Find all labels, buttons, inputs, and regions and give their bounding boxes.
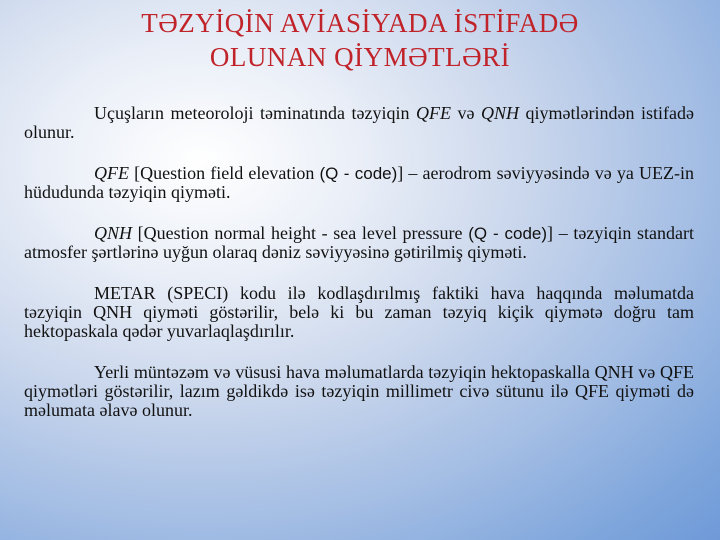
paragraph-qnh-definition (24, 224, 694, 262)
qfe-definition-text-1: [Question field elevation (129, 163, 320, 183)
qnh-definition-text-2: ] – təzyiqin standart atmosfer şərtlərinə uyğun olaraq dəniz səviyyəsinə gətirilmiş qiyməti. (24, 223, 694, 262)
paragraph-usage-text-2: və (450, 103, 481, 123)
metar-text: METAR (SPECI) kodu ilə kodlaşdırılmış faktiki hava haqqında məlumatda təzyiqin QNH qiyməti göstərilir, belə ki bu zaman təzyiq kiçik qiymətə doğru tam hektopaskala qədər yuvarlaqlaşdırılır. (24, 283, 694, 341)
slide-title (0, 6, 720, 74)
qfe-q-code: (Q - code) (319, 164, 398, 183)
slide-body (24, 104, 694, 442)
qfe-term: QFE (94, 163, 129, 183)
slide-title-line-2: OLUNAN QİYMƏTLƏRİ (209, 42, 511, 72)
term-qfe: QFE (415, 103, 451, 123)
slide-title-line-1: TƏZYİQİN AVİASİYADA İSTİFADƏ (141, 8, 579, 38)
paragraph-usage (24, 104, 694, 142)
paragraph-metar (24, 284, 694, 341)
paragraph-usage-text-3: qiymətlərindən istifadə olunur. (24, 103, 694, 142)
local-reports-text: Yerli müntəzəm və vüsusi hava məlumatlarda təzyiqin hektopaskalla QNH və QFE qiymətləri göstərilir, lazım gəldikdə isə təzyiqin millimetr civə sütunu ilə QFE qiyməti də məlumata əlavə olunur. (24, 362, 694, 420)
paragraph-usage-text-1: Uçuşların meteoroloji təminatında təzyiqin (94, 103, 416, 123)
qnh-q-code: (Q - code) (468, 224, 548, 243)
paragraph-local-reports (24, 363, 694, 420)
qnh-definition-text-1: [Question normal height - sea level pressure (132, 223, 469, 243)
qnh-term: QNH (94, 223, 133, 243)
qfe-definition-text-2: ] – aerodrom səviyyəsində və ya UEZ-in hüdudunda təzyiqin qiyməti. (24, 163, 694, 202)
term-qnh: QNH (481, 103, 520, 123)
paragraph-qfe-definition (24, 164, 694, 202)
